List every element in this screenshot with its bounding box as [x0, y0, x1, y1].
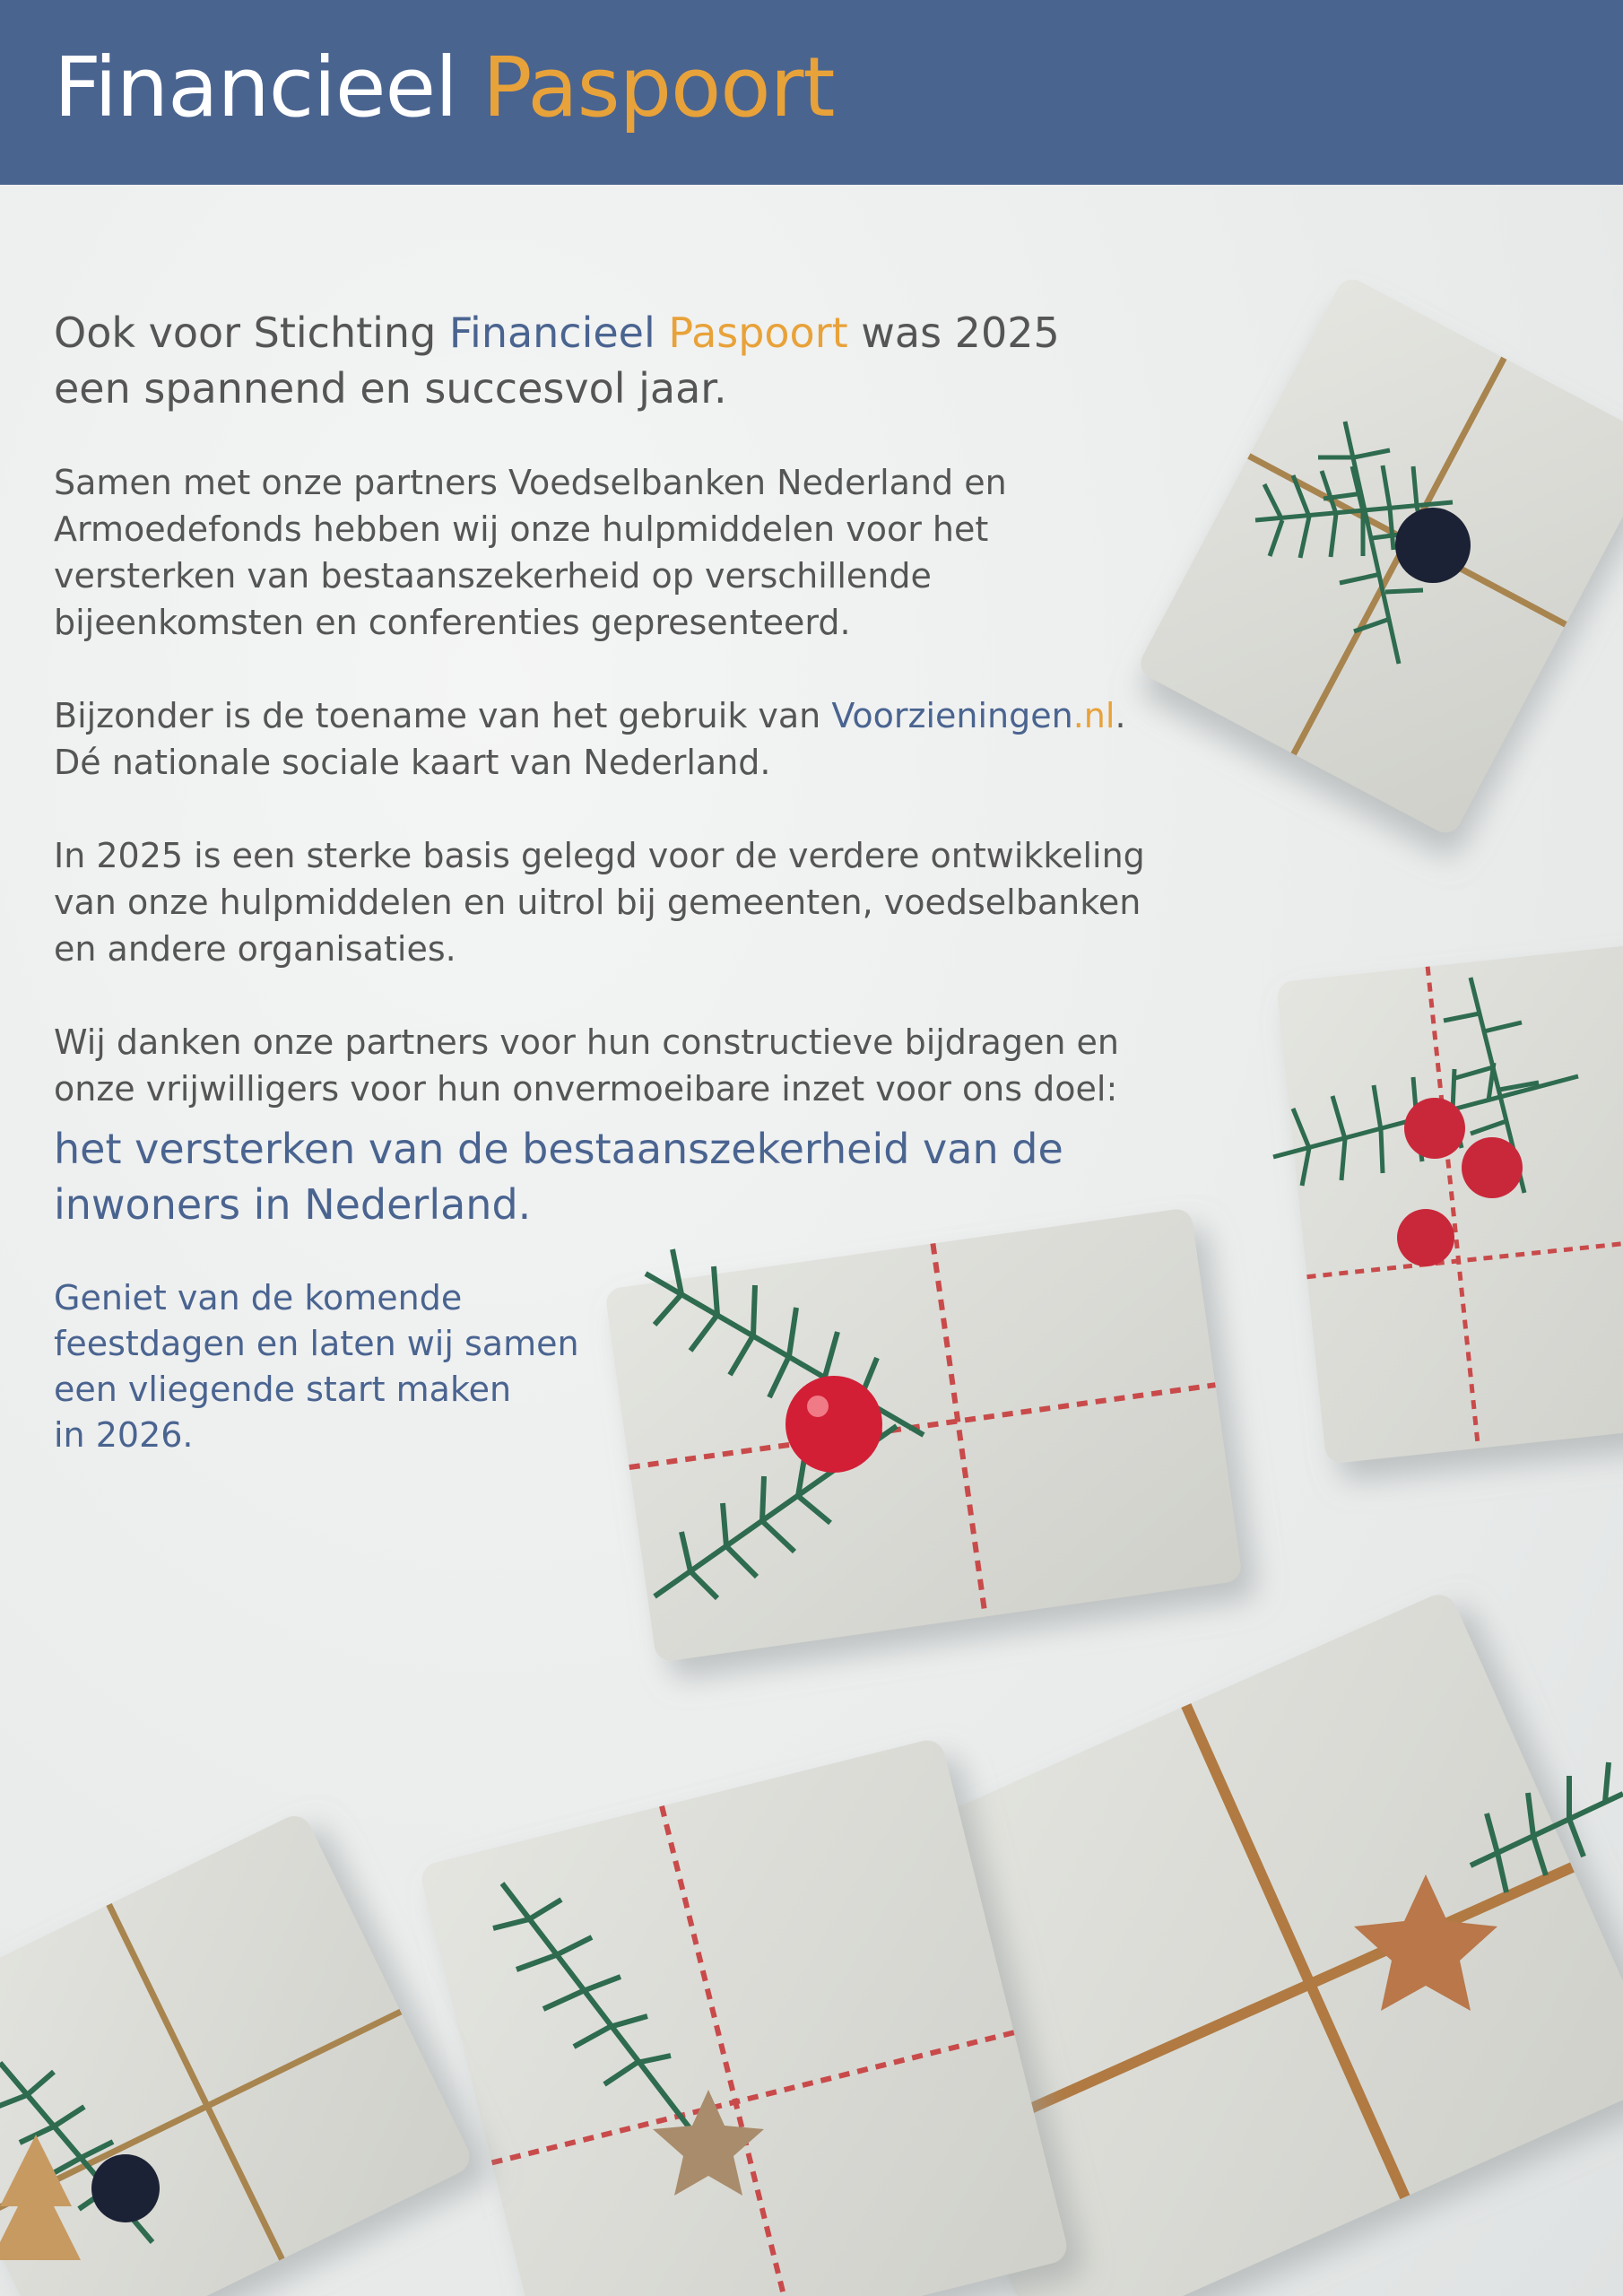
- header-band: [0, 0, 1623, 185]
- paragraph-voorzieningen: [54, 692, 1219, 786]
- brand-title: [54, 39, 835, 135]
- paragraph-line: bijeenkomsten en conferenties gepresenteerd.: [54, 603, 851, 642]
- paragraph-line: In 2025 is een sterke basis gelegd voor de verdere ontwikkeling: [54, 836, 1145, 875]
- paragraph-line: Samen met onze partners Voedselbanken Nederland en: [54, 463, 1007, 502]
- intro-part3: een spannend en succesvol jaar.: [54, 364, 727, 413]
- voorzieningen-link-tld[interactable]: .nl: [1072, 696, 1115, 735]
- closing-wish: [54, 1275, 1219, 1458]
- highlight-line: het versterken van de bestaanszekerheid van de: [54, 1125, 1063, 1173]
- paragraph-partners: [54, 459, 1219, 646]
- voorzieningen-link[interactable]: [831, 696, 1115, 735]
- closing-line: een vliegende start maken: [54, 1370, 512, 1409]
- intro-heading: [54, 305, 1219, 416]
- intro-part1: Ook voor Stichting: [54, 309, 437, 357]
- voorzieningen-link-name[interactable]: Voorzieningen: [831, 696, 1073, 735]
- brand-word-financieel: Financieel: [54, 39, 457, 135]
- highlight-line: inwoners in Nederland.: [54, 1180, 532, 1229]
- paragraph-line: en andere organisaties.: [54, 929, 456, 969]
- intro-brand-paspoort: Paspoort: [668, 309, 848, 357]
- letter-body: [54, 305, 1219, 1458]
- paragraph-thanks: [54, 1019, 1219, 1112]
- paragraph-line: Wij danken onze partners voor hun constructieve bijdragen en: [54, 1022, 1119, 1062]
- sentence-end: .: [1115, 696, 1126, 735]
- paragraph-line: Dé nationale sociale kaart van Nederland.: [54, 743, 771, 782]
- paragraph-line: versterken van bestaanszekerheid op verschillende: [54, 556, 932, 596]
- intro-brand-financieel: Financieel: [448, 309, 655, 357]
- paragraph-line: onze vrijwilligers voor hun onvermoeibare inzet voor ons doel:: [54, 1069, 1118, 1109]
- closing-line: feestdagen en laten wij samen: [54, 1324, 579, 1363]
- paragraph-line: Armoedefonds hebben wij onze hulpmiddelen voor het: [54, 509, 989, 549]
- paragraph-line: Bijzonder is de toename van het gebruik van: [54, 696, 821, 735]
- closing-line: in 2026.: [54, 1415, 194, 1455]
- intro-part2: was 2025: [861, 309, 1060, 357]
- paragraph-basis: [54, 832, 1219, 972]
- gift-bottom-left: [0, 1810, 475, 2296]
- closing-line: Geniet van de komende: [54, 1278, 463, 1318]
- brand-word-paspoort: Paspoort: [482, 39, 835, 135]
- paragraph-line: van onze hulpmiddelen en uitrol bij gemeenten, voedselbanken: [54, 883, 1141, 922]
- goal-highlight: [54, 1121, 1219, 1232]
